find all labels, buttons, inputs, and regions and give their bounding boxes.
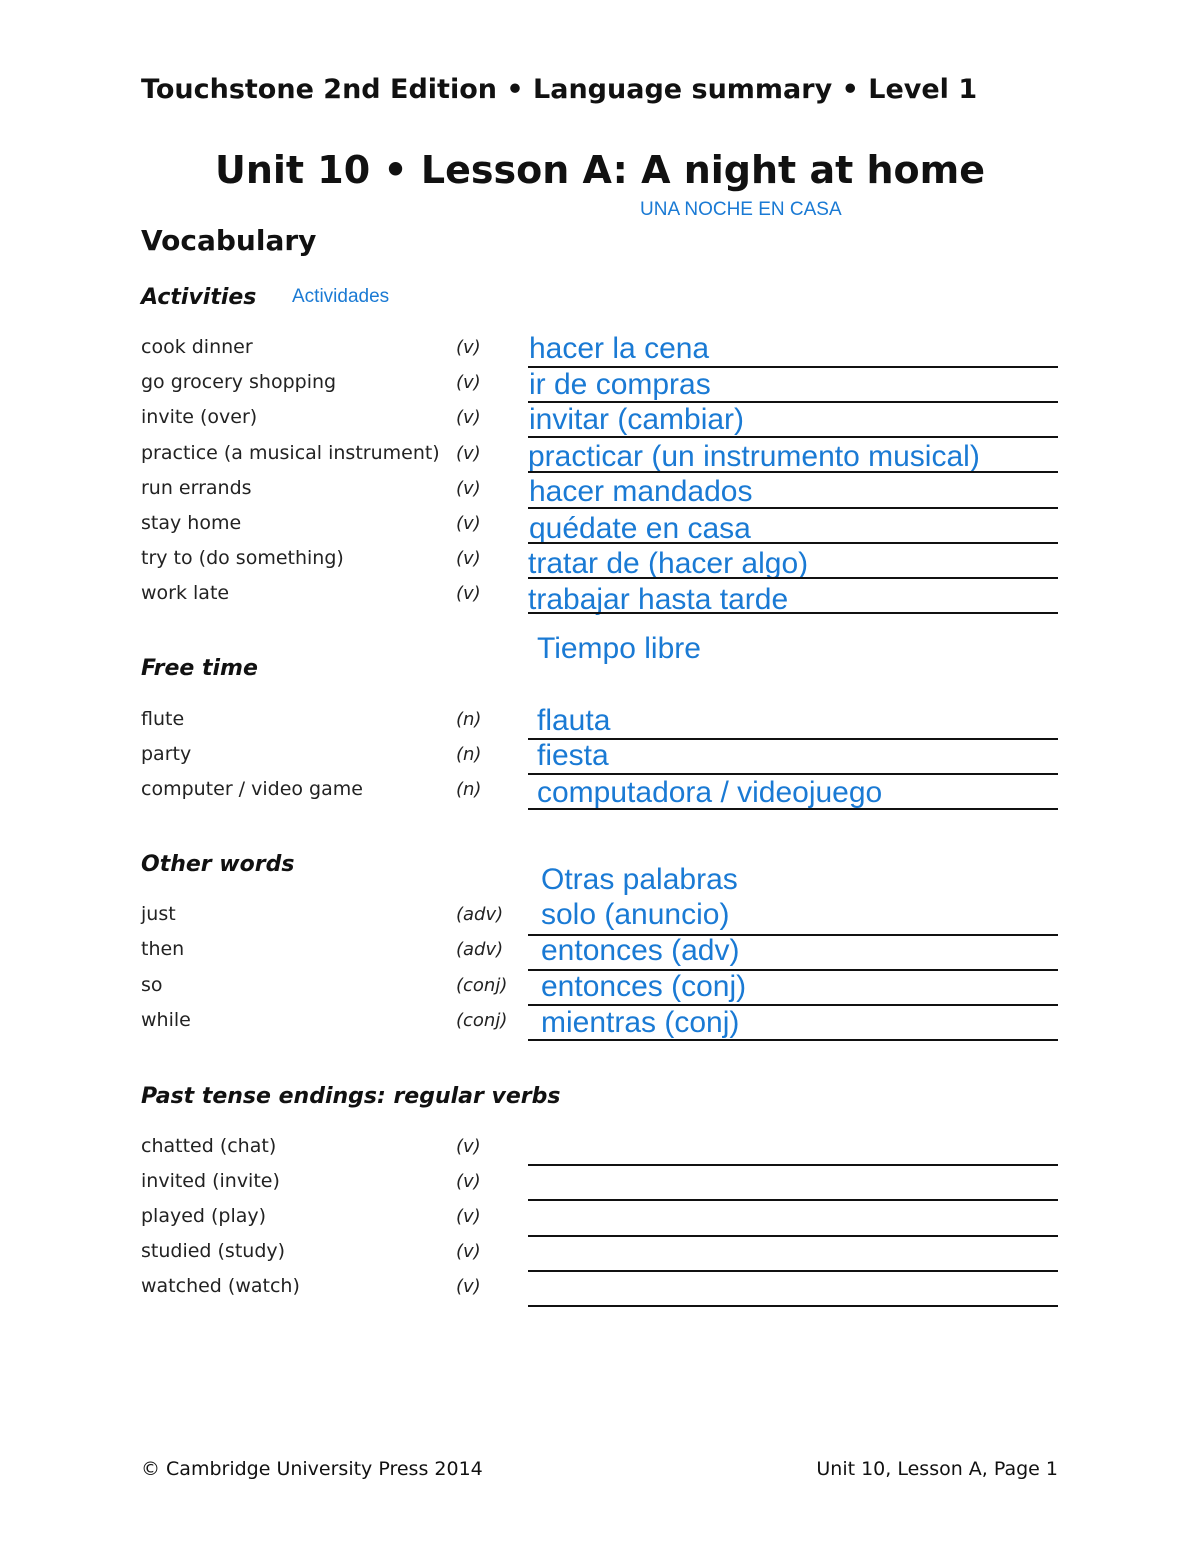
part-of-speech: (v) xyxy=(456,1136,481,1157)
answer-line xyxy=(528,507,1058,509)
answer-text[interactable]: flauta xyxy=(537,704,611,737)
term: so xyxy=(141,974,163,996)
answer-text[interactable]: entonces (adv) xyxy=(541,934,740,967)
answer-text[interactable]: practicar (un instrumento musical) xyxy=(528,440,980,473)
term: flute xyxy=(141,708,185,730)
answer-text[interactable]: hacer mandados xyxy=(529,475,753,508)
answer-line[interactable] xyxy=(528,1199,1058,1201)
term: work late xyxy=(141,582,230,604)
part-of-speech: (n) xyxy=(456,744,482,765)
other-words-translation: Otras palabras xyxy=(541,863,738,896)
answer-text[interactable]: mientras (conj) xyxy=(541,1006,740,1039)
answer-text[interactable]: computadora / videojuego xyxy=(537,776,883,809)
answer-line xyxy=(528,471,1058,473)
title-translation: UNA NOCHE EN CASA xyxy=(640,199,842,220)
answer-text[interactable]: ir de compras xyxy=(529,368,711,401)
free-time-translation: Tiempo libre xyxy=(537,632,701,665)
part-of-speech: (conj) xyxy=(456,1010,508,1031)
term: cook dinner xyxy=(141,336,253,358)
answer-line xyxy=(528,542,1058,544)
term: just xyxy=(141,903,176,925)
answer-text[interactable]: tratar de (hacer algo) xyxy=(528,547,809,580)
free-time-heading: Free time xyxy=(141,656,258,681)
answer-text[interactable]: fiesta xyxy=(537,739,609,772)
answer-line[interactable] xyxy=(528,1235,1058,1237)
answer-line xyxy=(528,1039,1058,1041)
vocabulary-heading: Vocabulary xyxy=(141,224,317,257)
part-of-speech: (v) xyxy=(456,583,481,604)
part-of-speech: (v) xyxy=(456,1171,481,1192)
answer-line[interactable] xyxy=(528,1270,1058,1272)
part-of-speech: (v) xyxy=(456,513,481,534)
part-of-speech: (v) xyxy=(456,1276,481,1297)
past-tense-heading: Past tense endings: regular verbs xyxy=(141,1084,561,1109)
part-of-speech: (conj) xyxy=(456,975,508,996)
term: try to (do something) xyxy=(141,547,344,569)
term: practice (a musical instrument) xyxy=(141,442,440,464)
activities-heading: Activities xyxy=(141,285,257,310)
term: played (play) xyxy=(141,1205,267,1227)
term: invite (over) xyxy=(141,406,258,428)
answer-line[interactable] xyxy=(528,1305,1058,1307)
term: chatted (chat) xyxy=(141,1135,277,1157)
part-of-speech: (n) xyxy=(456,779,482,800)
term: party xyxy=(141,743,192,765)
answer-text[interactable]: solo (anuncio) xyxy=(541,898,730,931)
answer-line xyxy=(528,577,1058,579)
part-of-speech: (n) xyxy=(456,709,482,730)
answer-line xyxy=(528,612,1058,614)
part-of-speech: (v) xyxy=(456,1206,481,1227)
term: watched (watch) xyxy=(141,1275,300,1297)
term: studied (study) xyxy=(141,1240,286,1262)
answer-line xyxy=(528,436,1058,438)
answer-text[interactable]: quédate en casa xyxy=(529,512,751,545)
part-of-speech: (v) xyxy=(456,337,481,358)
part-of-speech: (v) xyxy=(456,548,481,569)
series-title: Touchstone 2nd Edition • Language summary • Level 1 xyxy=(141,74,978,105)
part-of-speech: (adv) xyxy=(456,939,504,960)
part-of-speech: (v) xyxy=(456,1241,481,1262)
answer-text[interactable]: entonces (conj) xyxy=(541,970,747,1003)
answer-text[interactable]: invitar (cambiar) xyxy=(529,403,745,436)
answer-text[interactable]: hacer la cena xyxy=(529,332,710,365)
term: computer / video game xyxy=(141,778,363,800)
term: go grocery shopping xyxy=(141,371,337,393)
copyright: © Cambridge University Press 2014 xyxy=(141,1458,483,1480)
part-of-speech: (v) xyxy=(456,407,481,428)
term: invited (invite) xyxy=(141,1170,280,1192)
answer-line xyxy=(528,808,1058,810)
term: then xyxy=(141,938,185,960)
term: while xyxy=(141,1009,191,1031)
term: stay home xyxy=(141,512,242,534)
part-of-speech: (v) xyxy=(456,372,481,393)
other-words-heading: Other words xyxy=(141,852,295,877)
part-of-speech: (v) xyxy=(456,443,481,464)
activities-translation: Actividades xyxy=(292,286,390,307)
answer-line[interactable] xyxy=(528,1164,1058,1166)
answer-text[interactable]: trabajar hasta tarde xyxy=(528,583,789,616)
answer-line xyxy=(528,773,1058,775)
part-of-speech: (adv) xyxy=(456,904,504,925)
part-of-speech: (v) xyxy=(456,478,481,499)
term: run errands xyxy=(141,477,252,499)
page-number: Unit 10, Lesson A, Page 1 xyxy=(816,1458,1058,1480)
page-title: Unit 10 • Lesson A: A night at home xyxy=(214,148,986,192)
